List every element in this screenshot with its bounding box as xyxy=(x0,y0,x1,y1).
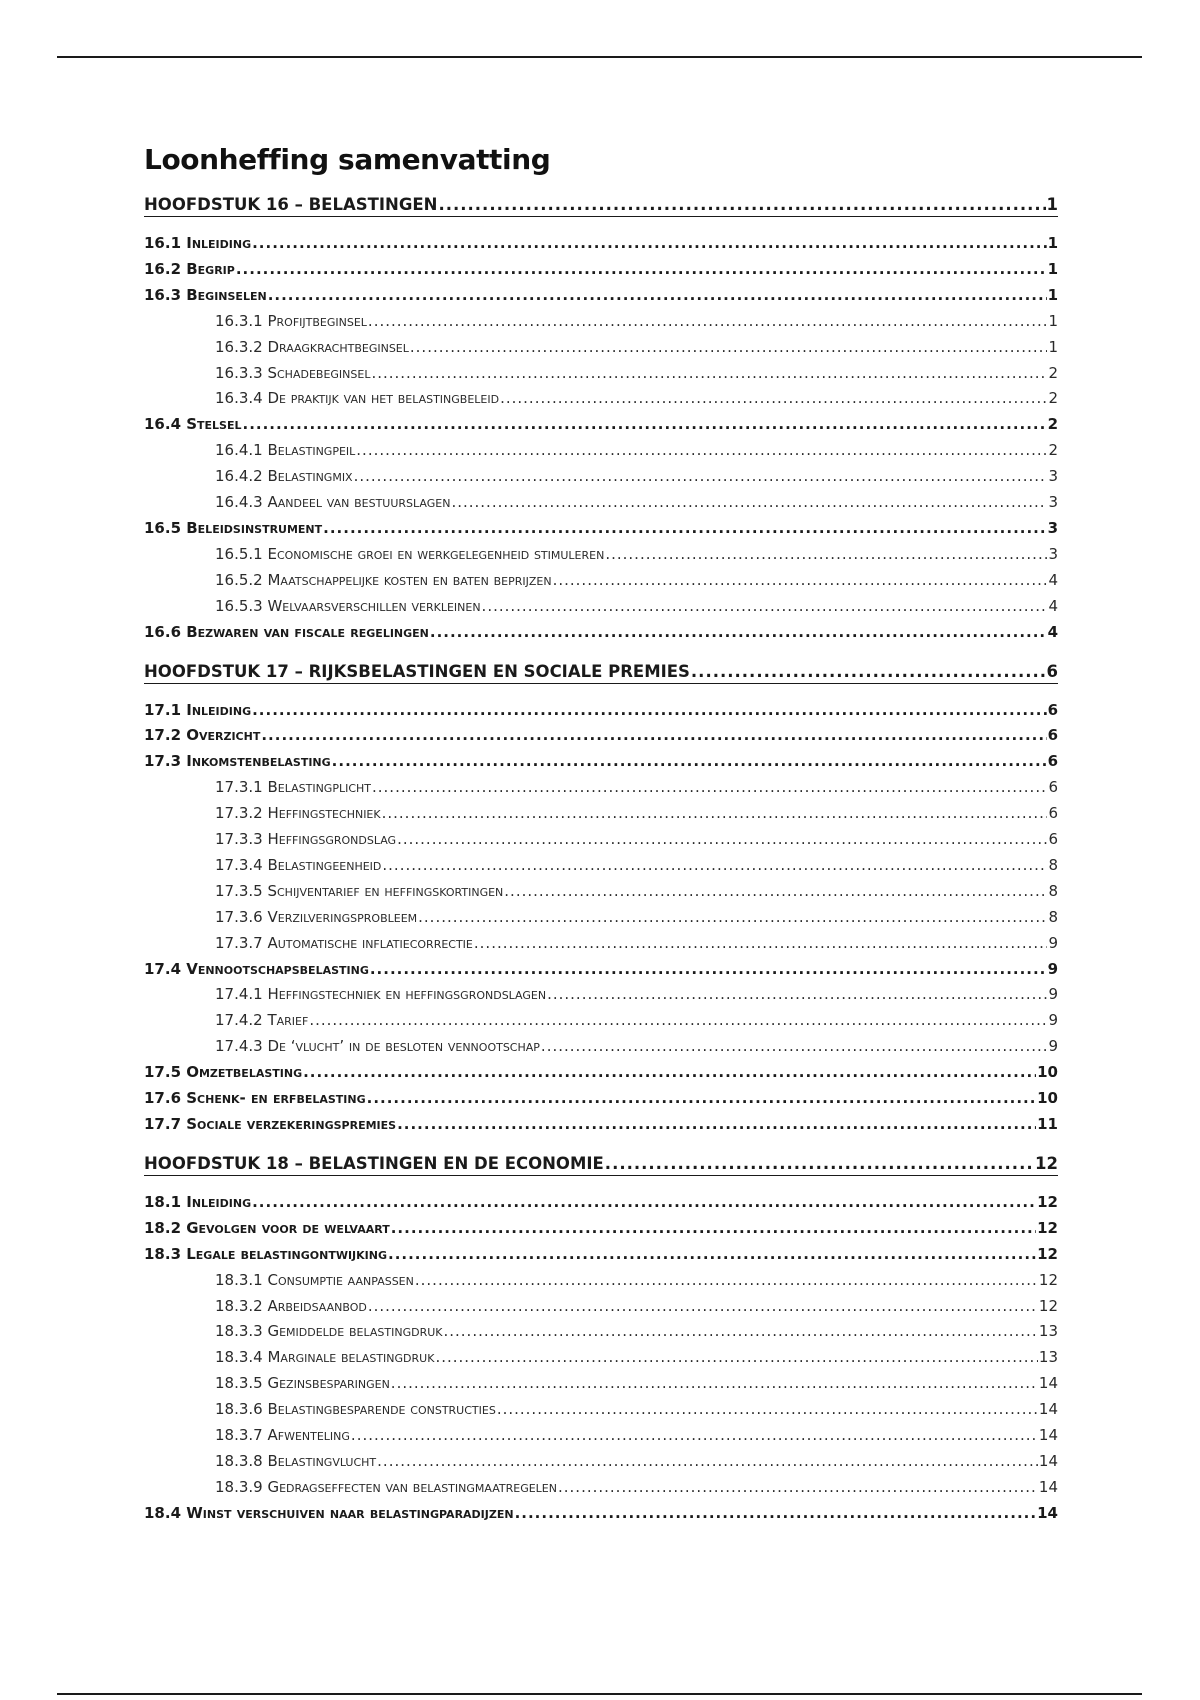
toc-entry-label: 18.3.8 Belastingvlucht xyxy=(215,1451,377,1470)
toc-dot-leader xyxy=(515,1502,1037,1524)
toc-page-number: 14 xyxy=(1038,1400,1058,1419)
toc-sub-entry[interactable] xyxy=(144,1396,1058,1420)
toc-entry-label: 17.3.5 Schijventarief en heffingskortingen xyxy=(215,881,504,900)
toc-entry-label: HOOFDSTUK 18 – BELASTINGEN EN DE ECONOMIE xyxy=(144,1153,604,1173)
toc-sub-entry[interactable] xyxy=(144,904,1058,928)
toc-entry-label: 17.3.4 Belastingeenheid xyxy=(215,855,382,874)
footer-rule xyxy=(57,1693,1142,1695)
toc-dot-leader xyxy=(474,932,1048,954)
toc-page-number: 12 xyxy=(1038,1270,1058,1289)
toc-sub-entry[interactable] xyxy=(144,981,1058,1005)
toc-section-entry[interactable] xyxy=(144,619,1058,643)
toc-entry-label: 17.3.6 Verzilveringsprobleem xyxy=(215,907,418,926)
toc-entry-label: 16.5.3 Welvaarsverschillen verkleinen xyxy=(215,596,481,615)
toc-entry-label: 17.6 Schenk- en erfbelasting xyxy=(144,1089,366,1107)
toc-section-entry[interactable] xyxy=(144,1059,1058,1083)
toc-entry-label: 16.5.2 Maatschappelijke kosten en baten beprijzen xyxy=(215,570,552,589)
toc-entry-label: 18.1 Inleiding xyxy=(144,1192,252,1211)
toc-dot-leader xyxy=(332,750,1047,772)
toc-page-number: 12 xyxy=(1038,1296,1058,1315)
toc-sub-entry[interactable] xyxy=(144,489,1058,513)
toc-page-number: 2 xyxy=(1047,415,1058,434)
toc-entry-label: 16.2 Begrip xyxy=(144,259,235,278)
toc-entry-label: 16.5 Beleidsinstrument xyxy=(144,518,323,537)
toc-entry-label: 16.5.1 Economische groei en werkgelegenheid stimuleren xyxy=(215,544,605,563)
toc-dot-leader xyxy=(354,465,1048,487)
document-title: Loonheffing samenvatting xyxy=(144,143,551,176)
toc-page-number: 1 xyxy=(1048,311,1058,330)
toc-dot-leader xyxy=(391,1372,1038,1394)
toc-entry-label: 16.3.4 De praktijk van het belastingbeleid xyxy=(215,389,500,408)
toc-entry-label: 17.3.3 Heffingsgrondslag xyxy=(215,830,397,848)
toc-page-number: 6 xyxy=(1046,661,1058,681)
toc-entry-label: 18.3.5 Gezinsbesparingen xyxy=(215,1374,390,1393)
toc-entry-label: 16.3.3 Schadebeginsel xyxy=(215,363,371,382)
toc-page-number: 6 xyxy=(1048,804,1058,823)
toc-page-number: 8 xyxy=(1048,907,1058,926)
toc-sub-entry[interactable] xyxy=(144,567,1058,591)
toc-dot-leader xyxy=(482,595,1048,617)
toc-entry-label: 18.3.9 Gedragseffecten van belastingmaatregelen xyxy=(215,1477,557,1496)
toc-entry-label: 18.2 Gevolgen voor de welvaart xyxy=(144,1218,390,1237)
toc-dot-leader xyxy=(371,362,1047,384)
toc-sub-entry[interactable] xyxy=(144,1293,1058,1317)
toc-entry-label: 18.3.6 Belastingbesparende constructies xyxy=(215,1400,496,1419)
toc-dot-leader xyxy=(410,336,1048,358)
toc-entry-label: 17.3.1 Belastingplicht xyxy=(215,778,371,797)
toc-sub-entry[interactable] xyxy=(144,852,1058,876)
toc-page-number: 2 xyxy=(1048,363,1058,382)
toc-sub-entry[interactable] xyxy=(144,385,1058,409)
toc-page-number: 4 xyxy=(1047,622,1058,641)
toc-dot-leader xyxy=(370,958,1047,980)
toc-chapter-entry[interactable] xyxy=(144,192,1058,217)
toc-dot-leader xyxy=(351,1424,1038,1446)
toc-sub-entry[interactable] xyxy=(144,463,1058,487)
toc-dot-leader xyxy=(497,1398,1038,1420)
toc-page-number: 12 xyxy=(1037,1218,1058,1237)
toc-page-number: 6 xyxy=(1047,700,1058,719)
toc-entry-label: 16.3.2 Draagkrachtbeginsel xyxy=(215,337,409,356)
toc-dot-leader xyxy=(691,661,1046,683)
toc-entry-label: HOOFDSTUK 17 – RIJKSBELASTINGEN EN SOCIALE PREMIES xyxy=(144,661,690,681)
toc-entry-label: 17.1 Inleiding xyxy=(144,700,252,719)
toc-sub-entry[interactable] xyxy=(144,1474,1058,1498)
toc-sub-entry[interactable] xyxy=(144,334,1058,358)
toc-dot-leader xyxy=(303,1061,1036,1083)
toc-entry-label: 18.3.3 Gemiddelde belastingdruk xyxy=(215,1322,443,1341)
toc-entry-label: 18.4 Winst verschuiven naar belastingparadijzen xyxy=(144,1503,514,1522)
toc-section-entry[interactable] xyxy=(144,956,1058,980)
toc-section-entry[interactable] xyxy=(144,515,1058,539)
toc-dot-leader xyxy=(504,880,1047,902)
toc-entry-label: 17.7 Sociale verzekeringspremies xyxy=(144,1114,397,1133)
toc-sub-entry[interactable] xyxy=(144,1318,1058,1342)
toc-dot-leader xyxy=(268,284,1047,306)
toc-entry-label: 16.4 Stelsel xyxy=(144,415,242,434)
toc-sub-entry[interactable] xyxy=(144,1344,1058,1368)
toc-entry-label: 17.2 Overzicht xyxy=(144,726,261,745)
toc-dot-leader xyxy=(438,194,1045,216)
toc-sub-entry[interactable] xyxy=(144,1007,1058,1031)
toc-entry-label: 17.3 Inkomstenbelasting xyxy=(144,752,331,771)
toc-entry-label: 16.3 Beginselen xyxy=(144,285,267,304)
toc-entry-label: 16.3.1 Profijtbeginsel xyxy=(215,311,367,330)
toc-dot-leader xyxy=(443,1320,1037,1342)
toc-dot-leader xyxy=(368,1295,1038,1317)
toc-sub-entry[interactable] xyxy=(144,308,1058,332)
toc-chapter-entry[interactable] xyxy=(144,1151,1058,1176)
toc-page-number: 12 xyxy=(1037,1244,1058,1263)
toc-dot-leader xyxy=(372,776,1047,798)
toc-section-entry[interactable] xyxy=(144,697,1058,721)
toc-page-number: 11 xyxy=(1037,1114,1058,1133)
toc-page-number: 3 xyxy=(1047,518,1058,537)
toc-dot-leader xyxy=(541,1035,1048,1057)
toc-dot-leader xyxy=(418,906,1047,928)
toc-page-number: 13 xyxy=(1038,1348,1058,1367)
toc-dot-leader xyxy=(558,1476,1038,1498)
toc-dot-leader xyxy=(451,491,1047,513)
toc-page-number: 3 xyxy=(1048,467,1058,486)
toc-page-number: 3 xyxy=(1048,544,1058,563)
toc-sub-entry[interactable] xyxy=(144,1448,1058,1472)
toc-dot-leader xyxy=(252,232,1046,254)
toc-page-number: 8 xyxy=(1048,881,1058,900)
toc-page-number: 6 xyxy=(1048,778,1058,797)
toc-dot-leader xyxy=(605,543,1047,565)
toc-entry-label: 17.3.2 Heffingstechniek xyxy=(215,804,381,823)
toc-section-entry[interactable] xyxy=(144,748,1058,772)
toc-dot-leader xyxy=(252,699,1046,721)
toc-section-entry[interactable] xyxy=(144,1241,1058,1265)
toc-dot-leader xyxy=(391,1217,1036,1239)
toc-page-number: 3 xyxy=(1048,493,1058,511)
toc-dot-leader xyxy=(435,1346,1037,1368)
toc-page-number: 4 xyxy=(1048,596,1058,615)
toc-dot-leader xyxy=(547,983,1047,1005)
toc-sub-entry[interactable] xyxy=(144,541,1058,565)
toc-page-number: 14 xyxy=(1038,1426,1058,1444)
toc-dot-leader xyxy=(323,517,1046,539)
toc-entry-label: HOOFDSTUK 16 – BELASTINGEN xyxy=(144,195,438,214)
toc-sub-entry[interactable] xyxy=(144,1370,1058,1394)
toc-entry-label: 17.4 Vennootschapsbelasting xyxy=(144,959,369,978)
toc-entry-label: 16.6 Bezwaren van fiscale regelingen xyxy=(144,622,429,641)
toc-page-number: 10 xyxy=(1037,1089,1058,1107)
toc-page-number: 9 xyxy=(1047,959,1058,978)
toc-page-number: 14 xyxy=(1038,1477,1058,1496)
toc-page-number: 4 xyxy=(1048,570,1058,589)
toc-entry-label: 18.3 Legale belastingontwijking xyxy=(144,1244,387,1263)
toc-sub-entry[interactable] xyxy=(144,437,1058,461)
toc-section-entry[interactable] xyxy=(144,1085,1058,1109)
toc-dot-leader xyxy=(382,854,1047,876)
toc-page-number: 1 xyxy=(1047,259,1058,278)
toc-sub-entry[interactable] xyxy=(144,878,1058,902)
toc-page-number: 9 xyxy=(1048,933,1058,952)
toc-sub-entry[interactable] xyxy=(144,1267,1058,1291)
toc-sub-entry[interactable] xyxy=(144,1422,1058,1446)
toc-section-entry[interactable] xyxy=(144,411,1058,435)
toc-section-entry[interactable] xyxy=(144,256,1058,280)
toc-entry-label: 18.3.1 Consumptie aanpassen xyxy=(215,1270,414,1289)
toc-dot-leader xyxy=(415,1269,1038,1291)
toc-page-number: 1 xyxy=(1047,285,1058,304)
toc-page-number: 9 xyxy=(1048,1037,1058,1056)
toc-entry-label: 17.4.2 Tarief xyxy=(215,1011,309,1030)
toc-sub-entry[interactable] xyxy=(144,800,1058,824)
header-rule xyxy=(57,56,1142,58)
toc-dot-leader xyxy=(553,569,1048,591)
toc-page-number: 6 xyxy=(1047,726,1058,745)
toc-dot-leader xyxy=(388,1243,1036,1265)
toc-page-number: 2 xyxy=(1048,389,1058,408)
toc-sub-entry[interactable] xyxy=(144,930,1058,954)
toc-dot-leader xyxy=(236,258,1047,280)
toc-page-number: 1 xyxy=(1047,234,1058,252)
toc-section-entry[interactable] xyxy=(144,722,1058,746)
toc-dot-leader xyxy=(605,1153,1034,1175)
toc-entry-label: 16.4.1 Belastingpeil xyxy=(215,441,356,460)
toc-page-number: 12 xyxy=(1037,1192,1058,1211)
toc-dot-leader xyxy=(397,1113,1036,1135)
toc-entry-label: 18.3.2 Arbeidsaanbod xyxy=(215,1296,367,1315)
toc-page-number: 9 xyxy=(1048,1011,1058,1030)
toc-entry-label: 16.4.3 Aandeel van bestuurslagen xyxy=(215,493,451,511)
toc-dot-leader xyxy=(309,1009,1047,1031)
toc-dot-leader xyxy=(500,387,1047,409)
toc-dot-leader xyxy=(356,439,1047,461)
toc-entry-label: 16.1 Inleiding xyxy=(144,234,252,252)
toc-page-number: 14 xyxy=(1038,1451,1058,1470)
toc-sub-entry[interactable] xyxy=(144,774,1058,798)
toc-sub-entry[interactable] xyxy=(144,360,1058,384)
toc-page-number: 14 xyxy=(1038,1374,1058,1393)
toc-dot-leader xyxy=(382,802,1048,824)
toc-section-entry[interactable] xyxy=(144,1111,1058,1135)
toc-dot-leader xyxy=(252,1191,1036,1213)
toc-page-number: 9 xyxy=(1048,985,1058,1004)
toc-page-number: 6 xyxy=(1047,752,1058,771)
toc-entry-label: 17.4.3 De ‘vlucht’ in de besloten vennootschap xyxy=(215,1037,540,1056)
toc-entry-label: 18.3.7 Afwenteling xyxy=(215,1426,350,1444)
toc-sub-entry[interactable] xyxy=(144,826,1058,850)
toc-entry-label: 17.4.1 Heffingstechniek en heffingsgrondslagen xyxy=(215,985,547,1004)
toc-page-number: 2 xyxy=(1048,441,1058,460)
toc-entry-label: 17.5 Omzetbelasting xyxy=(144,1063,303,1082)
toc-sub-entry[interactable] xyxy=(144,593,1058,617)
toc-section-entry[interactable] xyxy=(144,1500,1058,1524)
toc-page-number: 6 xyxy=(1048,830,1058,848)
toc-page-number: 1 xyxy=(1046,195,1058,214)
toc-entry-label: 17.3.7 Automatische inflatiecorrectie xyxy=(215,933,473,952)
toc-entry-label: 18.3.4 Marginale belastingdruk xyxy=(215,1348,435,1367)
toc-entry-label: 16.4.2 Belastingmix xyxy=(215,467,353,486)
toc-dot-leader xyxy=(367,1087,1037,1109)
toc-section-entry[interactable] xyxy=(144,1215,1058,1239)
toc-page-number: 14 xyxy=(1037,1503,1058,1522)
toc-dot-leader xyxy=(243,413,1047,435)
toc-dot-leader xyxy=(430,621,1047,643)
toc-section-entry[interactable] xyxy=(144,230,1058,254)
toc-dot-leader xyxy=(377,1450,1038,1472)
toc-dot-leader xyxy=(261,724,1046,746)
toc-section-entry[interactable] xyxy=(144,1189,1058,1213)
toc-page-number: 1 xyxy=(1048,337,1058,356)
toc-page-number: 8 xyxy=(1048,855,1058,874)
toc-sub-entry[interactable] xyxy=(144,1033,1058,1057)
toc-dot-leader xyxy=(368,310,1048,332)
toc-section-entry[interactable] xyxy=(144,282,1058,306)
toc-page-number: 13 xyxy=(1038,1322,1058,1341)
toc-page-number: 10 xyxy=(1037,1063,1058,1082)
toc-chapter-entry[interactable] xyxy=(144,659,1058,684)
toc-dot-leader xyxy=(397,828,1047,850)
toc-page-number: 12 xyxy=(1035,1153,1058,1173)
